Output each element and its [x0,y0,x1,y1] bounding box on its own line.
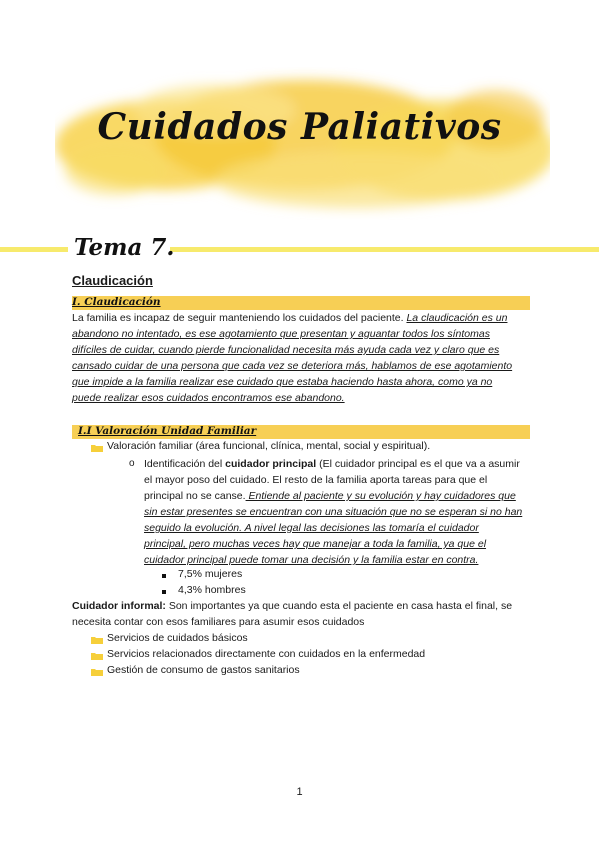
text-line: principal, pero muchas veces hay que manejar a toda la familia, ya que el [144,538,487,550]
informal-caregiver-line: Cuidador informal: Son importantes ya que cuando esta el paciente en casa hasta el final, se [72,600,513,612]
section-title: Claudicación [72,273,153,288]
text-line: el mayor poso del cuidado. El resto de la familia aporta tareas para que el [144,474,488,486]
list-item: Servicios de cuidados básicos [107,632,248,644]
folder-icon [91,636,103,644]
subsection-heading-claudicacion: I. Claudicación [72,296,161,308]
text-line: principal no se canse. Entiende al paciente y su evolución y hay cuidadores que [144,490,516,502]
subsection-heading-valoracion: I.I Valoración Unidad Familiar [78,425,257,437]
claudicacion-paragraph: La familia es incapaz de seguir manteniendo los cuidados del paciente. La claudicación es un abandono no intentado, es ese agotamiento que presentan y aguantar todos los síntomas difíciles de cuidar, cuando pierde funcionalidad necesita más ayuda cada vez y claro que es cansado cuidar de una persona que cada vez se deteriora más, hablamos de ese agotamiento que impide a la familia realizar ese cuidado que estaba haciendo hasta ahora, como ya no puede realizar esos cuidados encontramos ese abandono. [72,312,513,404]
square-marker [162,574,166,578]
list-item: Identificación del cuidador principal (El cuidador principal es el que va a asumir [144,458,520,470]
stat-item: 4,3% hombres [178,584,246,596]
tema-heading: Tema 7. [74,234,175,261]
list-item: Servicios relacionados directamente con cuidados en la enfermedad [107,648,426,660]
folder-icon [91,668,103,676]
stat-item: 7,5% mujeres [178,568,243,580]
folder-icon [91,652,103,660]
folder-icon [91,444,103,452]
divider-line-left [0,247,68,252]
circle-marker: o [129,458,135,469]
divider-line-right [170,247,599,252]
text-line: seguido la evolución. A nivel legal las decisiones las tomaría el cuidador [144,522,479,534]
page-number: 1 [296,786,303,798]
text-line: necesita contar con esos familiares para asumir esos cuidados [72,616,365,628]
square-marker [162,590,166,594]
text-line: sin estar presentes se encuentran con una situación que no se esperan si no han [144,506,523,518]
document-title: Cuidados Paliativos [97,106,502,148]
text-line: cuidador principal puede tomar una decisión y la familia estar en contra. [144,554,479,566]
list-item: Gestión de consumo de gastos sanitarios [107,664,300,676]
list-item: Valoración familiar (área funcional, clínica, mental, social y espiritual). [107,440,431,452]
